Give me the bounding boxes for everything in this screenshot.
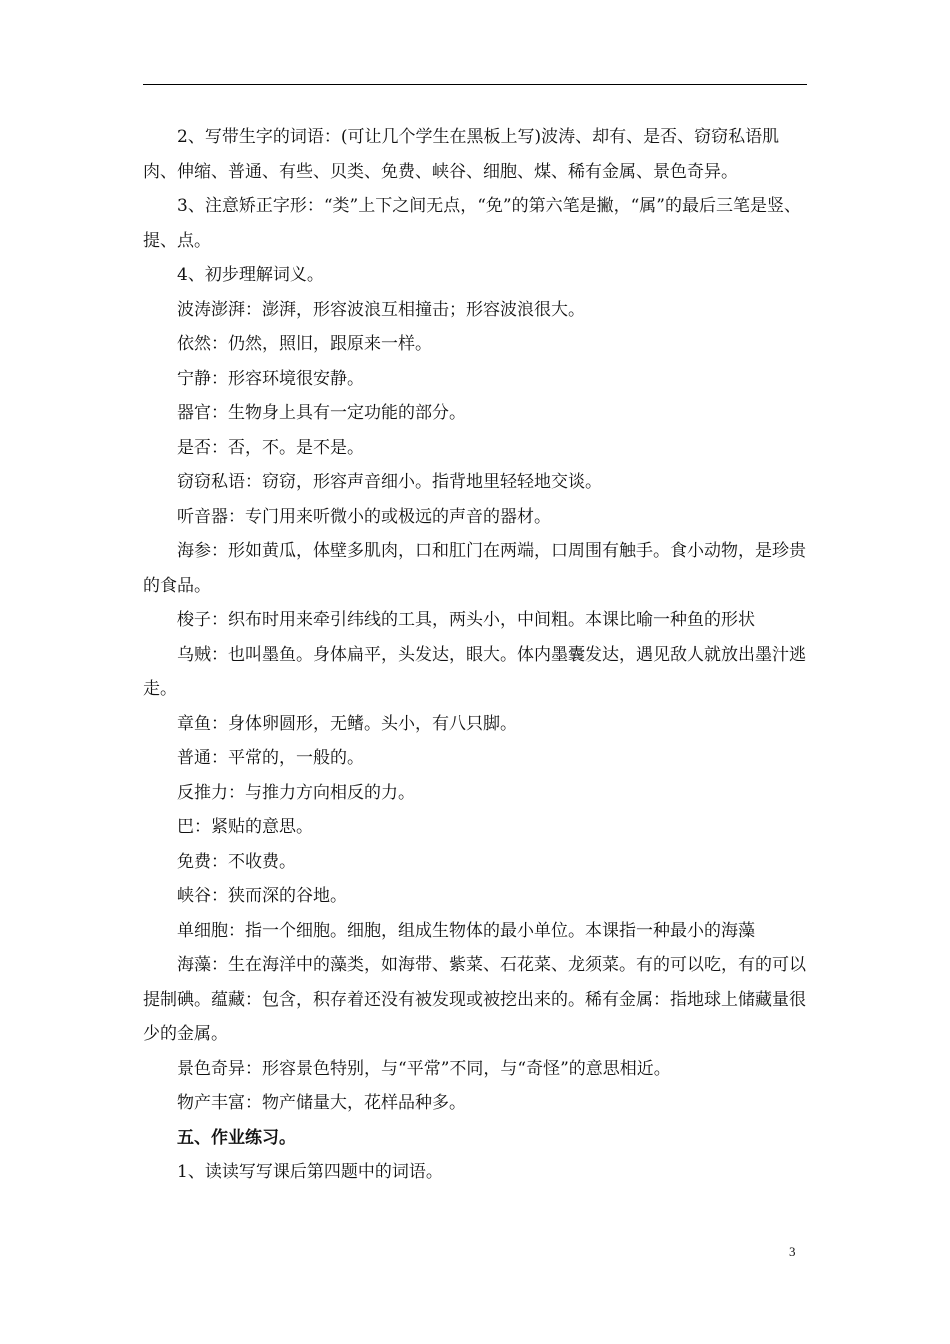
header-rule (143, 84, 807, 85)
definition-item: 海参：形如黄瓜，体壁多肌肉，口和肛门在两端，口周围有触手。食小动物，是珍贵的食品。 (143, 541, 806, 596)
paragraph-vocab-writing: 2、写带生字的词语：(可让几个学生在黑板上写)波涛、却有、是否、窃窃私语肌肉、伸缩、普通、有些、贝类、免费、峡谷、细胞、煤、稀有金属、景色奇异。 (143, 127, 780, 182)
document-body (143, 120, 807, 1190)
definition-item: 依然：仍然，照旧，跟原来一样。 (177, 334, 432, 354)
definition-item: 宁静：形容环境很安静。 (177, 368, 364, 389)
definition-item: 窃窃私语：窃窃，形容声音细小。指背地里轻轻地交谈。 (177, 472, 602, 492)
definition-item: 梭子：织布时用来牵引纬线的工具，两头小，中间粗。本课比喻一种鱼的形状 (177, 610, 755, 630)
definition-item: 海藻：生在海洋中的藻类，如海带、紫菜、石花菜、龙须菜。有的可以吃，有的可以提制碘。蕴藏：包含，积存着还没有被发现或被挖出来的。稀有金属：指地球上储藏量很少的金属。 (143, 955, 806, 1044)
paragraph-understand-words: 4、初步理解词义。 (177, 265, 324, 285)
definition-item: 景色奇异：形容景色特别，与“平常”不同，与“奇怪”的意思相近。 (177, 1058, 671, 1079)
definition-item: 器官：生物身上具有一定功能的部分。 (177, 403, 466, 423)
page-number: 3 (789, 1244, 796, 1259)
definition-item: 物产丰富：物产储量大，花样品种多。 (177, 1093, 466, 1113)
definition-item: 是否：否，不。是不是。 (177, 437, 364, 458)
definition-item: 章鱼：身体卵圆形，无鳍。头小，有八只脚。 (177, 713, 517, 734)
paragraph-glyph-correction: 3、注意矫正字形：“类”上下之间无点，“免”的第六笔是撇，“属”的最后三笔是竖、提、点。 (143, 196, 801, 251)
definition-item: 巴：紧贴的意思。 (177, 817, 313, 837)
definition-item: 峡谷：狭而深的谷地。 (177, 886, 347, 906)
section-heading: 五、作业练习。 (177, 1127, 296, 1148)
definition-item: 听音器：专门用来听微小的或极远的声音的器材。 (177, 506, 551, 527)
definition-item: 波涛澎湃：澎湃，形容波浪互相撞击；形容波浪很大。 (177, 299, 585, 320)
homework-item: 1、读读写写课后第四题中的词语。 (177, 1162, 443, 1182)
definition-item: 普通：平常的，一般的。 (177, 748, 364, 768)
definition-item: 乌贼：也叫墨鱼。身体扁平，头发达，眼大。体内墨囊发达，遇见敌人就放出墨汁逃走。 (143, 644, 806, 699)
definition-item: 反推力：与推力方向相反的力。 (177, 782, 415, 803)
definition-item: 免费：不收费。 (177, 851, 296, 872)
definition-item: 单细胞：指一个细胞。细胞，组成生物体的最小单位。本课指一种最小的海藻 (177, 920, 755, 941)
